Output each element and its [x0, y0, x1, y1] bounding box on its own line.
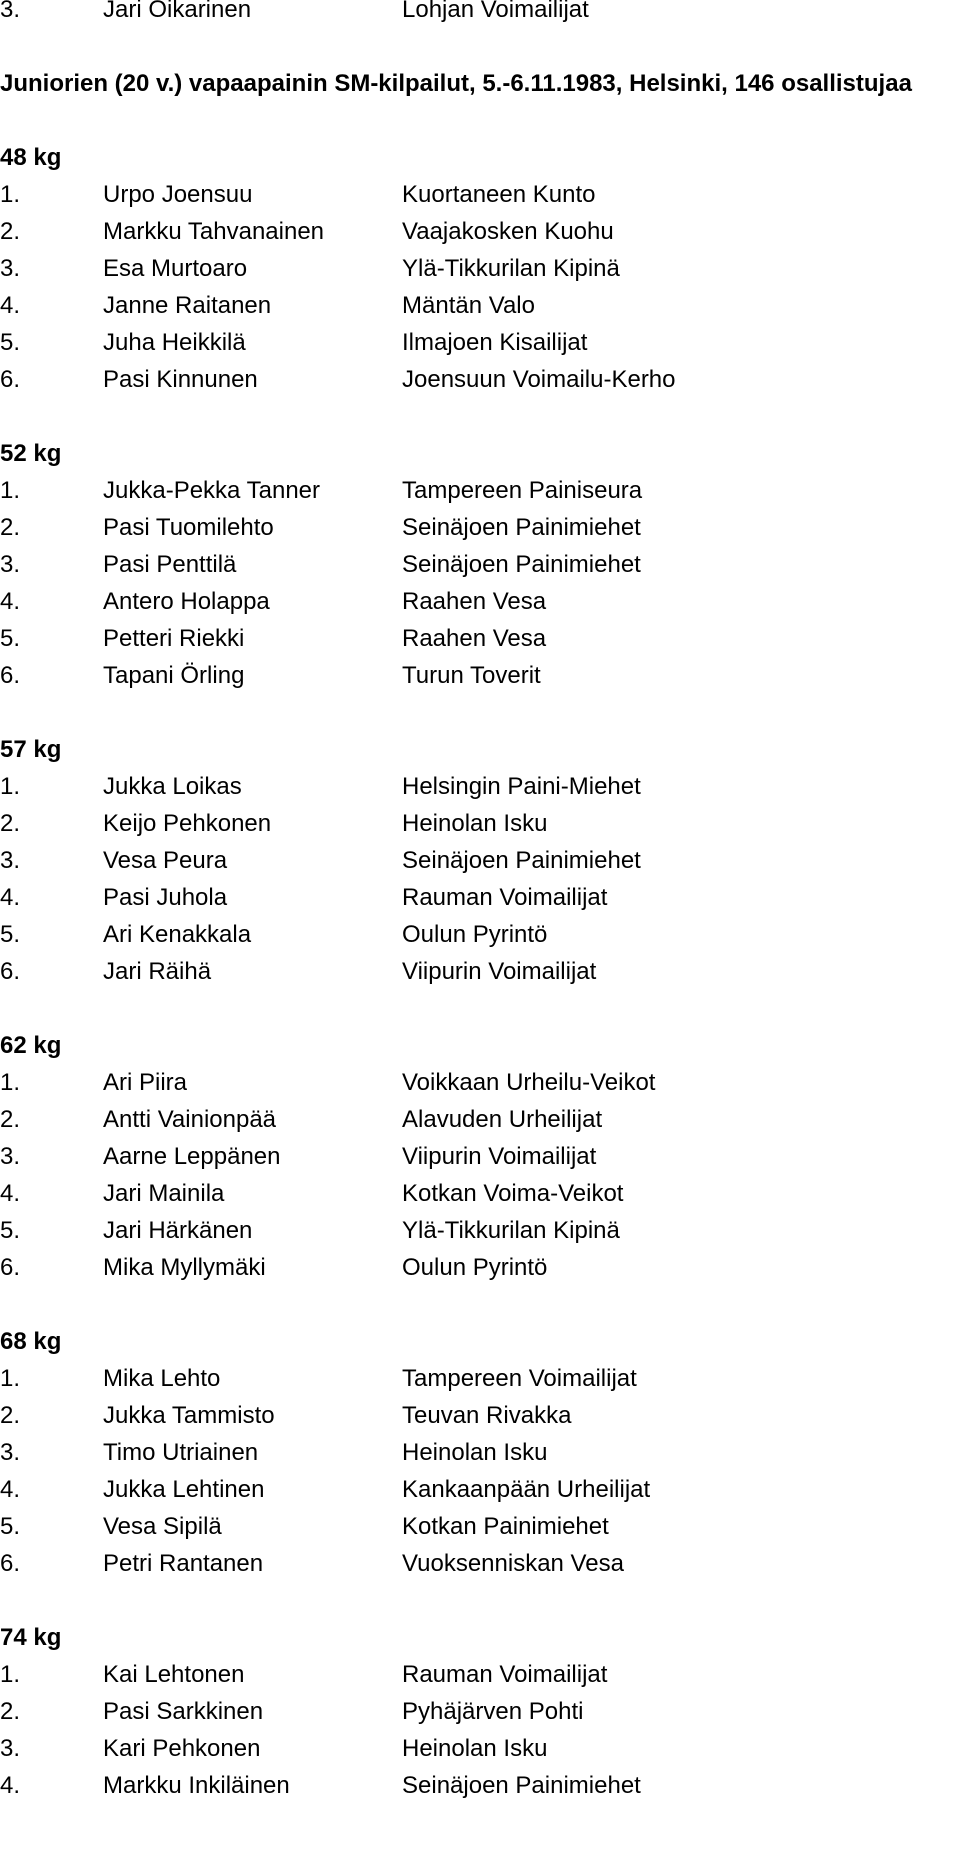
placement: 3. [0, 1143, 21, 1170]
club-name: Viipurin Voimailijat [402, 958, 597, 985]
placement: 6. [0, 366, 21, 393]
wrestler-name: Pasi Tuomilehto [103, 514, 274, 541]
wrestler-name: Petri Rantanen [103, 1550, 264, 1577]
result-row [0, 1545, 960, 1582]
result-row [0, 1101, 960, 1138]
club-name: Vaajakosken Kuohu [402, 218, 614, 245]
placement: 4. [0, 1476, 21, 1503]
result-row [0, 1508, 960, 1545]
club-name: Tampereen Painiseura [402, 477, 643, 504]
result-row [0, 916, 960, 953]
wrestler-name: Jari Mainila [103, 1180, 225, 1207]
result-row [0, 361, 960, 398]
club-name: Heinolan Isku [402, 1439, 548, 1466]
competition-heading: Juniorien (20 v.) vapaapainin SM-kilpailut, 5.-6.11.1983, Helsinki, 146 osallistujaa [0, 70, 912, 97]
club-name: Joensuun Voimailu-Kerho [402, 366, 676, 393]
spacer [0, 990, 960, 1027]
weight-class-title: 74 kg [0, 1624, 62, 1651]
placement: 1. [0, 773, 21, 800]
placement: 1. [0, 1661, 21, 1688]
placement: 1. [0, 1365, 21, 1392]
wrestler-name: Mika Lehto [103, 1365, 221, 1392]
result-row [0, 768, 960, 805]
result-row [0, 509, 960, 546]
club-name: Lohjan Voimailijat [402, 0, 589, 23]
wrestler-name: Urpo Joensuu [103, 181, 253, 208]
club-name: Voikkaan Urheilu-Veikot [402, 1069, 656, 1096]
placement: 5. [0, 1513, 21, 1540]
result-row-previous [0, 0, 960, 28]
weight-class-section [0, 435, 960, 731]
club-name: Raahen Vesa [402, 625, 547, 652]
result-row [0, 1064, 960, 1101]
result-row [0, 1360, 960, 1397]
placement: 4. [0, 1772, 21, 1799]
weight-class-title: 57 kg [0, 736, 62, 763]
club-name: Kotkan Painimiehet [402, 1513, 609, 1540]
club-name: Tampereen Voimailijat [402, 1365, 637, 1392]
wrestler-name: Pasi Penttilä [103, 551, 237, 578]
placement: 3. [0, 0, 21, 23]
placement: 3. [0, 255, 21, 282]
result-row [0, 324, 960, 361]
wrestler-name: Esa Murtoaro [103, 255, 248, 282]
result-row [0, 472, 960, 509]
placement: 2. [0, 1698, 21, 1725]
placement: 4. [0, 884, 21, 911]
placement: 6. [0, 1254, 21, 1281]
result-row [0, 1471, 960, 1508]
wrestler-name: Jari Räihä [103, 958, 212, 985]
club-name: Vuoksenniskan Vesa [402, 1550, 624, 1577]
wrestler-name: Jari Oikarinen [103, 0, 252, 23]
result-row [0, 176, 960, 213]
placement: 4. [0, 588, 21, 615]
club-name: Helsingin Paini-Miehet [402, 773, 641, 800]
wrestler-name: Timo Utriainen [103, 1439, 259, 1466]
result-row [0, 879, 960, 916]
club-name: Heinolan Isku [402, 1735, 548, 1762]
wrestler-name: Tapani Örling [103, 662, 245, 689]
wrestler-name: Mika Myllymäki [103, 1254, 266, 1281]
wrestler-name: Juha Heikkilä [103, 329, 246, 356]
result-row [0, 1693, 960, 1730]
weight-class-section [0, 139, 960, 435]
placement: 5. [0, 921, 21, 948]
club-name: Oulun Pyrintö [402, 1254, 548, 1281]
wrestler-name: Pasi Kinnunen [103, 366, 258, 393]
club-name: Seinäjoen Painimiehet [402, 1772, 641, 1799]
wrestler-name: Petteri Riekki [103, 625, 245, 652]
placement: 1. [0, 1069, 21, 1096]
spacer [0, 398, 960, 435]
wrestler-name: Kai Lehtonen [103, 1661, 245, 1688]
wrestler-name: Jukka Tammisto [103, 1402, 275, 1429]
result-row [0, 546, 960, 583]
wrestler-name: Jukka Loikas [103, 773, 242, 800]
spacer [0, 694, 960, 731]
result-row [0, 1434, 960, 1471]
club-name: Oulun Pyrintö [402, 921, 548, 948]
result-row [0, 657, 960, 694]
placement: 2. [0, 810, 21, 837]
weight-class-title: 52 kg [0, 440, 62, 467]
result-row [0, 805, 960, 842]
spacer [0, 1286, 960, 1323]
result-row [0, 213, 960, 250]
result-row [0, 1656, 960, 1693]
placement: 3. [0, 551, 21, 578]
wrestler-name: Vesa Sipilä [103, 1513, 222, 1540]
wrestler-name: Antti Vainionpää [103, 1106, 277, 1133]
club-name: Raahen Vesa [402, 588, 547, 615]
placement: 6. [0, 958, 21, 985]
wrestler-name: Pasi Juhola [103, 884, 228, 911]
result-row [0, 620, 960, 657]
wrestler-name: Keijo Pehkonen [103, 810, 272, 837]
club-name: Viipurin Voimailijat [402, 1143, 597, 1170]
result-row [0, 1767, 960, 1804]
club-name: Ilmajoen Kisailijat [402, 329, 588, 356]
placement: 5. [0, 1217, 21, 1244]
spacer [0, 1582, 960, 1619]
club-name: Ylä-Tikkurilan Kipinä [402, 1217, 620, 1244]
result-row [0, 1730, 960, 1767]
placement: 6. [0, 662, 21, 689]
wrestler-name: Ari Piira [103, 1069, 188, 1096]
wrestler-name: Ari Kenakkala [103, 921, 252, 948]
wrestler-name: Pasi Sarkkinen [103, 1698, 264, 1725]
placement: 4. [0, 292, 21, 319]
club-name: Seinäjoen Painimiehet [402, 551, 641, 578]
spacer [0, 102, 960, 139]
placement: 6. [0, 1550, 21, 1577]
weight-class-section [0, 1619, 960, 1804]
club-name: Rauman Voimailijat [402, 884, 608, 911]
wrestler-name: Jari Härkänen [103, 1217, 253, 1244]
club-name: Ylä-Tikkurilan Kipinä [402, 255, 620, 282]
club-name: Alavuden Urheilijat [402, 1106, 603, 1133]
result-row [0, 1397, 960, 1434]
result-row [0, 250, 960, 287]
weight-class-section [0, 1323, 960, 1619]
result-row [0, 953, 960, 990]
result-row [0, 1212, 960, 1249]
weight-class-title: 48 kg [0, 144, 62, 171]
weight-class-title: 62 kg [0, 1032, 62, 1059]
result-row [0, 1249, 960, 1286]
placement: 2. [0, 218, 21, 245]
placement: 4. [0, 1180, 21, 1207]
wrestler-name: Aarne Leppänen [103, 1143, 281, 1170]
placement: 2. [0, 1106, 21, 1133]
club-name: Heinolan Isku [402, 810, 548, 837]
placement: 3. [0, 847, 21, 874]
wrestler-name: Vesa Peura [103, 847, 228, 874]
result-row [0, 1138, 960, 1175]
club-name: Seinäjoen Painimiehet [402, 514, 641, 541]
weight-classes [0, 139, 960, 1804]
club-name: Mäntän Valo [402, 292, 535, 319]
placement: 3. [0, 1439, 21, 1466]
placement: 5. [0, 329, 21, 356]
placement: 1. [0, 477, 21, 504]
result-row [0, 583, 960, 620]
club-name: Turun Toverit [402, 662, 541, 689]
wrestler-name: Janne Raitanen [103, 292, 272, 319]
placement: 3. [0, 1735, 21, 1762]
club-name: Pyhäjärven Pohti [402, 1698, 584, 1725]
weight-class-title: 68 kg [0, 1328, 62, 1355]
wrestler-name: Jukka-Pekka Tanner [103, 477, 321, 504]
club-name: Kankaanpään Urheilijat [402, 1476, 651, 1503]
wrestler-name: Kari Pehkonen [103, 1735, 261, 1762]
wrestler-name: Antero Holappa [103, 588, 270, 615]
placement: 1. [0, 181, 21, 208]
club-name: Rauman Voimailijat [402, 1661, 608, 1688]
wrestler-name: Jukka Lehtinen [103, 1476, 265, 1503]
result-row [0, 842, 960, 879]
club-name: Teuvan Rivakka [402, 1402, 572, 1429]
result-row [0, 1175, 960, 1212]
weight-class-section [0, 731, 960, 1027]
placement: 2. [0, 1402, 21, 1429]
wrestler-name: Markku Tahvanainen [103, 218, 325, 245]
result-row [0, 287, 960, 324]
club-name: Kotkan Voima-Veikot [402, 1180, 624, 1207]
spacer [0, 28, 960, 65]
club-name: Seinäjoen Painimiehet [402, 847, 641, 874]
weight-class-section [0, 1027, 960, 1323]
club-name: Kuortaneen Kunto [402, 181, 596, 208]
placement: 5. [0, 625, 21, 652]
placement: 2. [0, 514, 21, 541]
wrestler-name: Markku Inkiläinen [103, 1772, 290, 1799]
